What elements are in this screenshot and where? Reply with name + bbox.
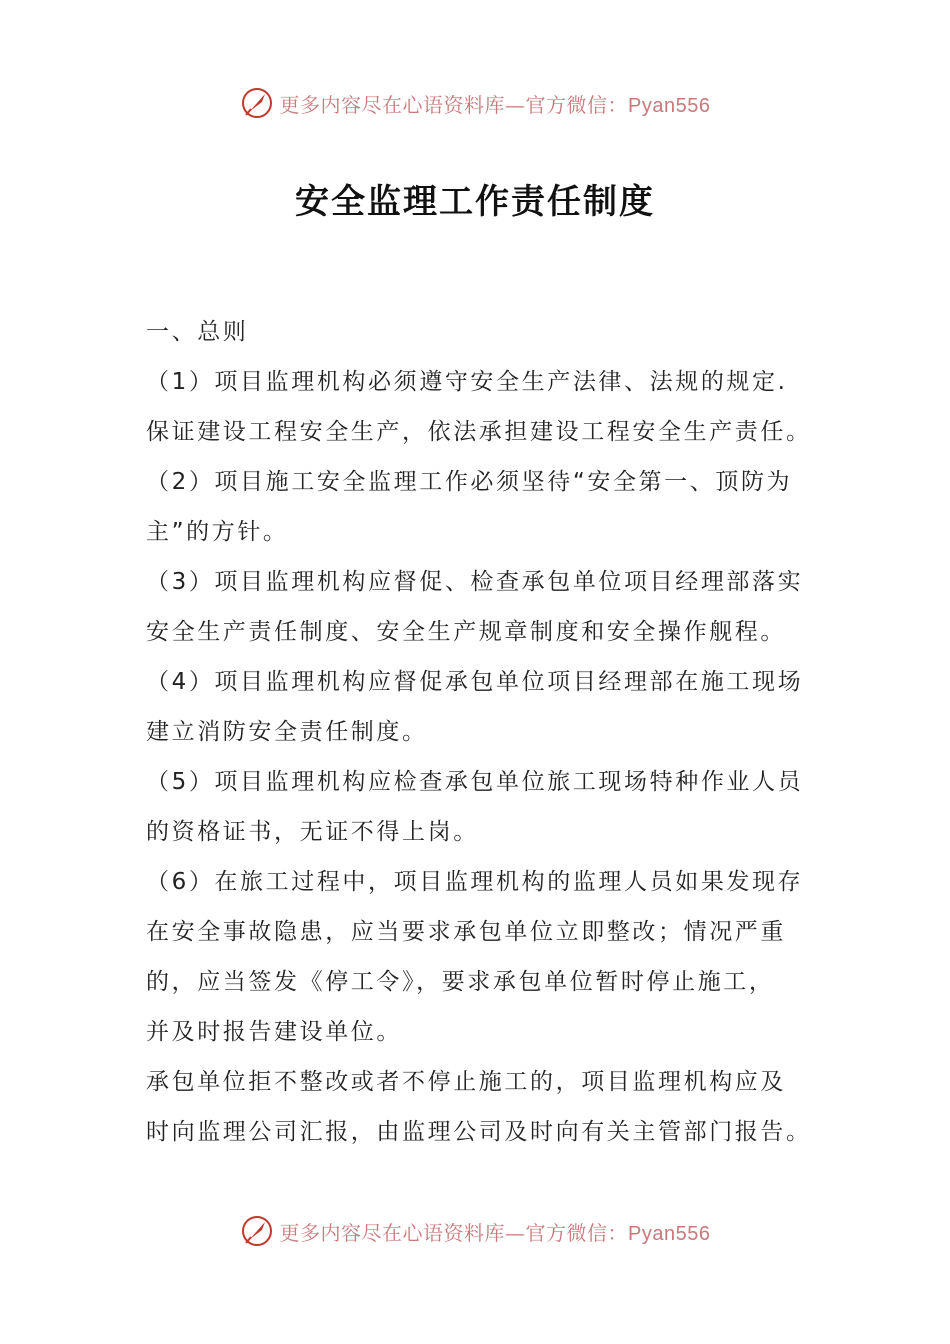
body-line: 并及时报告建设单位。 — [146, 1019, 402, 1045]
body-line: 承包单位拒不整改或者不停止施工的，项目监理机构应及 — [146, 1069, 786, 1095]
body-line: 的，应当签发《停工令》，要求承包单位暂时停止施工， — [146, 969, 775, 995]
body-line: 在安全事故隐患，应当要求承包单位立即整改；情况严重 — [146, 919, 786, 945]
body-line: 建立消防安全责任制度。 — [146, 719, 428, 745]
wechat-id: Pyan556 — [628, 94, 711, 117]
document-title: 安全监理工作责任制度 — [295, 182, 655, 222]
body-line: 主”的方针。 — [146, 519, 289, 545]
section-heading: 一、总则 — [146, 319, 249, 345]
header-banner — [0, 83, 950, 123]
quill-pen-logo-icon — [240, 1214, 274, 1248]
body-line: （6）在旅工过程中，项目监理机构的监理人员如果发现存 — [146, 869, 804, 895]
body-line: （3）项目监理机构应督促、检查承包单位项目经理部落实 — [146, 569, 804, 595]
banner-text — [280, 1217, 711, 1246]
banner-slogan: 更多内容尽在心语资料库—官方微信： — [279, 92, 629, 117]
body-line: 的资格证书，无证不得上岗。 — [146, 819, 479, 845]
quill-pen-logo-icon — [240, 86, 274, 120]
body-line: （2）项目施工安全监理工作必须坚待“安全第一、顶防为 — [146, 469, 793, 495]
body-line: （5）项目监理机构应检查承包单位旅工现场特种作业人员 — [146, 769, 804, 795]
footer-banner — [0, 1211, 950, 1251]
document-body — [146, 307, 812, 1157]
body-line: 安全生产责任制度、安全生产规章制度和安全操作舰程。 — [146, 619, 786, 645]
banner-slogan: 更多内容尽在心语资料库—官方微信： — [279, 1220, 629, 1245]
body-line: （1）项目监理机构必须遵守安全生产法律、法规的规定. — [146, 369, 788, 395]
body-line: 时向监理公司汇报，由监理公司及时向有关主管部门报告。 — [146, 1119, 812, 1145]
banner-text — [280, 89, 711, 118]
body-line: （4）项目监理机构应督促承包单位项目经理部在施工现场 — [146, 669, 804, 695]
body-line: 保证建设工程安全生产，依法承担建设工程安全生产责任。 — [146, 419, 812, 445]
wechat-id: Pyan556 — [628, 1222, 711, 1245]
